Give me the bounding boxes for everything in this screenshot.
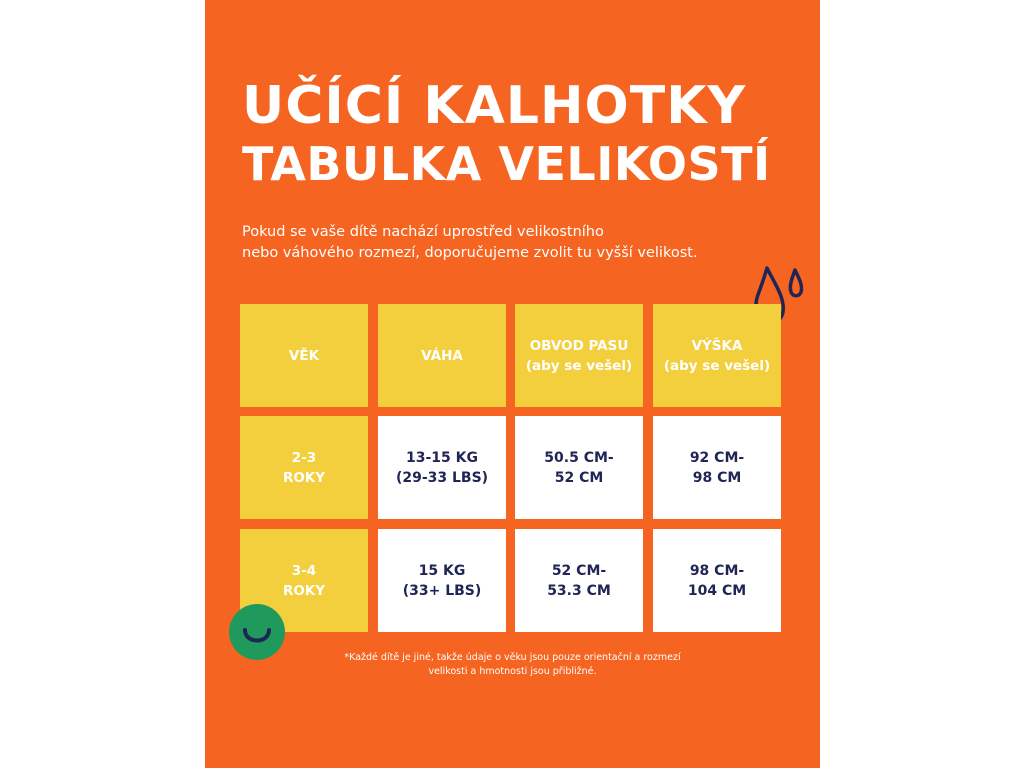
footnote-line-2: velikosti a hmotnosti jsou přibližné. bbox=[428, 666, 597, 677]
header-height: VÝŠKA (aby se vešel) bbox=[653, 304, 781, 407]
header-weight: VÁHA bbox=[378, 304, 506, 407]
header-age: VĚK bbox=[240, 304, 368, 407]
row-2-waist: 52 CM- 53.3 CM bbox=[515, 529, 643, 632]
row-2-age: 3-4 ROKY bbox=[240, 529, 368, 632]
intro-text bbox=[242, 222, 762, 264]
intro-line-1: Pokud se vaše dítě nachází uprostřed velikostního bbox=[242, 224, 604, 240]
row-1-height: 92 CM- 98 CM bbox=[653, 416, 781, 519]
header-waist: OBVOD PASU (aby se vešel) bbox=[515, 304, 643, 407]
title-line-1: UČÍCÍ KALHOTKY bbox=[242, 76, 747, 136]
footnote bbox=[205, 651, 820, 679]
footnote-line-1: *Každé dítě je jiné, takže údaje o věku jsou pouze orientační a rozmezí bbox=[344, 652, 681, 663]
row-2-height: 98 CM- 104 CM bbox=[653, 529, 781, 632]
intro-line-2: nebo váhového rozmezí, doporučujeme zvolit tu vyšší velikost. bbox=[242, 245, 698, 261]
row-1-waist: 50.5 CM- 52 CM bbox=[515, 416, 643, 519]
row-1-weight: 13-15 KG (29-33 LBS) bbox=[378, 416, 506, 519]
row-2-weight: 15 KG (33+ LBS) bbox=[378, 529, 506, 632]
row-1-age: 2-3 ROKY bbox=[240, 416, 368, 519]
size-chart-poster bbox=[205, 0, 820, 768]
title-line-2: TABULKA VELIKOSTÍ bbox=[242, 137, 771, 191]
